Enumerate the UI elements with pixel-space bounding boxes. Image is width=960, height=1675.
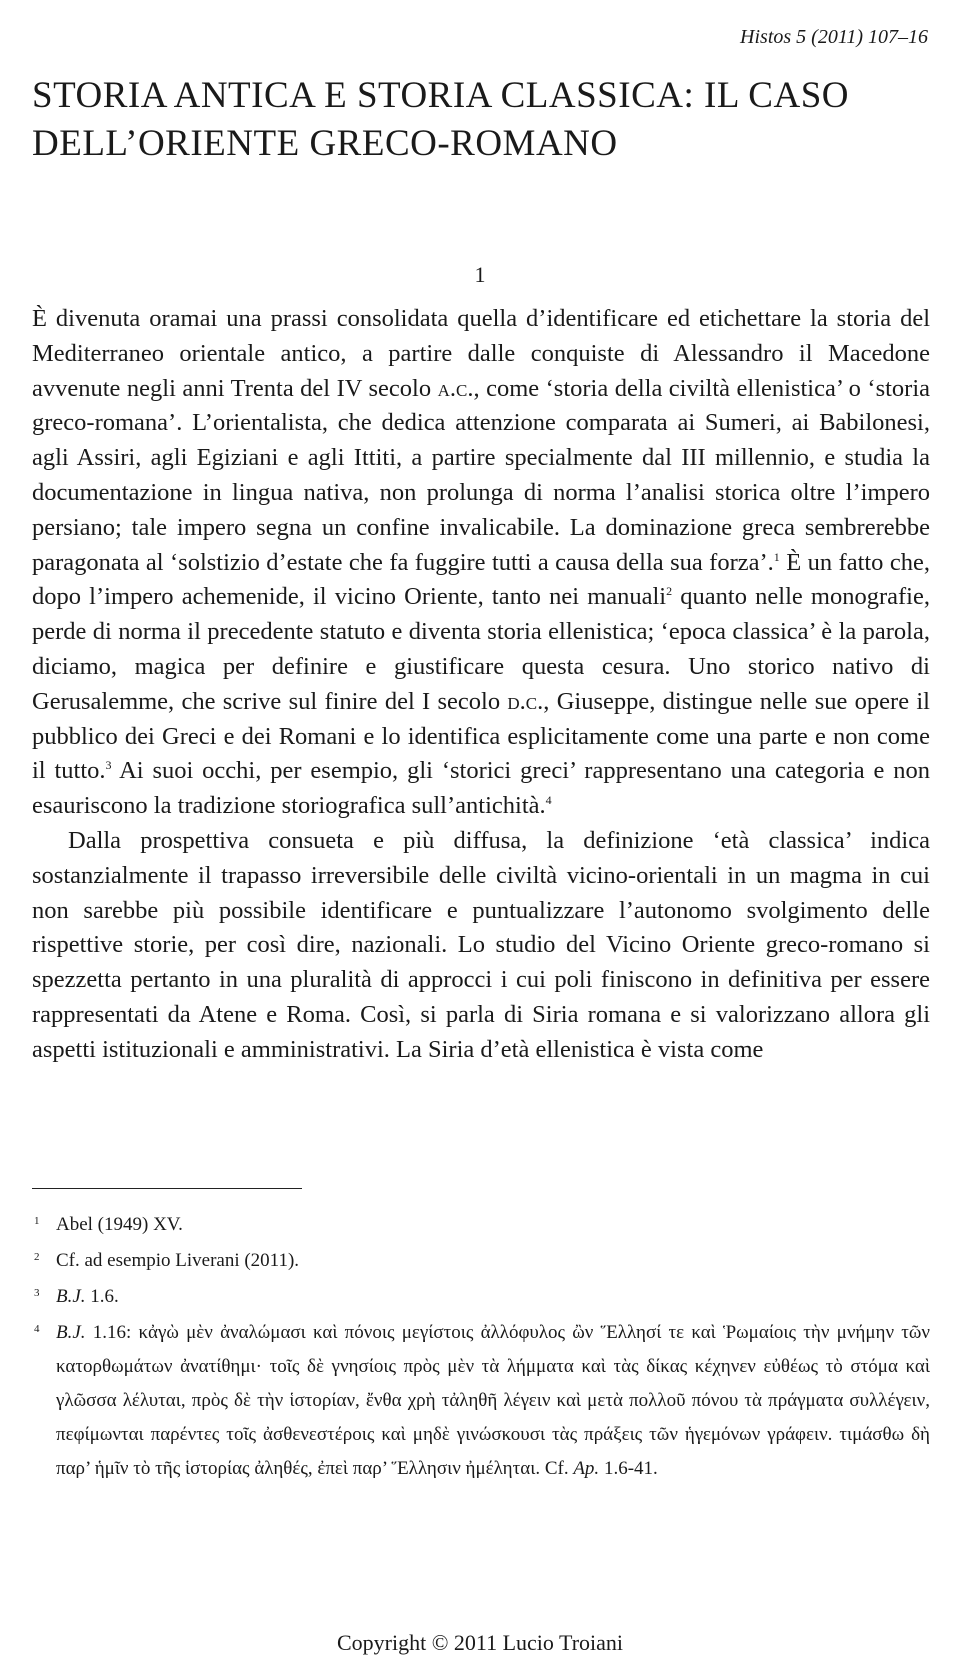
footnote-text: 1.6-41. bbox=[599, 1458, 658, 1479]
footnote-1 bbox=[32, 1208, 930, 1242]
paragraph-2: Dalla prospettiva consueta e più diffusa, la definizione ‘età classica’ indica sostanzialmente il trapasso irreversibile delle civiltà vicino-orientali in un magma in cui non sarebbe più possibile identificare e puntualizzare l’autonomo svolgimento delle rispettive storie, per così dire, nazionali. Lo studio del Vicino Oriente greco-romano si spezzetta pertanto in una pluralità di approcci i cui poli finiscono in definitiva per essere rappresentati da Atene e Roma. Così, si parla di Siria romana e si valorizzano allora gli aspetti istituzionali e amministrativi. La Siria d’età ellenistica è vista come bbox=[32, 826, 930, 1063]
footnote-divider bbox=[32, 1188, 302, 1189]
footnote-ref-3[interactable]: 3 bbox=[105, 758, 112, 773]
body-text bbox=[32, 302, 930, 1068]
footnote-source-ref: B.J. bbox=[56, 1286, 86, 1307]
footnote-4 bbox=[32, 1316, 930, 1486]
paragraph-1 bbox=[32, 302, 930, 824]
era-abbreviation: a.c. bbox=[437, 374, 474, 402]
paragraph-1-segment: , Giuseppe, distingue nelle sue opere il pubblico dei Greci e dei Romani e lo identifica esplicitamente come una parte e non come il tutto. bbox=[32, 687, 930, 785]
footnote-ref-4[interactable]: 4 bbox=[545, 793, 552, 807]
footnote-number: 1 bbox=[34, 1215, 40, 1227]
copyright-notice: Copyright © 2011 Lucio Troiani bbox=[336, 1630, 624, 1655]
footnote-source-ref: Ap. bbox=[573, 1458, 600, 1479]
section-number: 1 bbox=[474, 262, 486, 287]
footnote-3 bbox=[32, 1280, 930, 1314]
footnote-text: 1.16: κἀγὼ μὲν ἀναλώμασι καὶ πόνοις μεγίστοις ἀλλόφυλος ὢν Ἕλλησί τε καὶ Ῥωμαίοις τὴν μνήμην τῶν κατορθωμάτων ἀνατίθημι· τοῖς δὲ γνησίοις πρὸς μὲν τὰ λήμματα καὶ τὰς δίκας κέχηνεν εὐθέως τὸ στόμα καὶ γλῶσσα λέλυται, πρὸς δὲ τὴν ἱστορίαν, ἔνθα χρὴ τἀληθῆ λέγειν καὶ μετὰ πολλοῦ πόνου τὰ πράγματα συλλέγειν, πεφίμωνται παρέντες τοῖς ἀσθενεστέροις καὶ μηδὲ γινώσκουσι τὰς πράξεις τῶν ἡγεμόνων γράφειν. τιμάσθω δὴ παρ’ ἡμῖν τὸ τῆς ἱστορίας ἀληθές, ἐπεὶ παρ’ Ἕλλησιν ἠμέληται. Cf. bbox=[56, 1322, 930, 1479]
footnote-text: Cf. ad esempio Liverani (2011). bbox=[56, 1250, 300, 1271]
footnote-text: Abel (1949) XV. bbox=[56, 1214, 183, 1235]
era-abbreviation: d.c. bbox=[507, 687, 544, 715]
paragraph-1-segment: Ai suoi occhi, per esempio, gli ‘storici greci’ rappresentano una categoria e non esauriscono la tradizione storiografica sull’antichità. bbox=[32, 757, 930, 820]
running-head: Histos 5 (2011) 107–16 bbox=[740, 26, 928, 48]
paragraph-1-segment: È un fatto che, dopo l’impero achemenide, il vicino Oriente, tanto nei manuali bbox=[32, 548, 930, 611]
footnote-number: 4 bbox=[34, 1323, 40, 1335]
footnote-2 bbox=[32, 1244, 930, 1278]
footnote-source-ref: B.J. bbox=[56, 1322, 86, 1343]
paragraph-1-segment: quanto nelle monografie, perde di norma il precedente statuto e diventa storia ellenistica; ‘epoca classica’ è la parola, diciamo, magica per definire e giustificare questa cesura. Uno storico nativo di Gerusalemme, che scrive sul finire del I secolo bbox=[32, 583, 930, 715]
footnote-text: 1.6. bbox=[85, 1286, 119, 1307]
footnote-ref-2[interactable]: 2 bbox=[666, 584, 673, 599]
footnote-ref-1[interactable]: 1 bbox=[773, 549, 780, 564]
paragraph-1-segment: , come ‘storia della civiltà ellenistica’ o ‘storia greco-romana’. L’orientalista, che dedica attenzione comparata ai Sumeri, ai Babilonesi, agli Assiri, agli Egiziani e agli Ittiti, a partire specialmente dal III millennio, e studia la documentazione in lingua nativa, non prolunga di norma l’analisi storica oltre l’impero persiano; tale impero segna un confine invalicabile. La dominazione greca sembrerebbe paragonata al ‘solstizio d’estate che fa fuggire tutti a causa della sua forza’. bbox=[32, 374, 931, 576]
footnote-number: 3 bbox=[34, 1287, 40, 1299]
footnote-number: 2 bbox=[34, 1251, 40, 1263]
article-title: STORIA ANTICA E STORIA CLASSICA: IL CASO DELL’ORIENTE GRECO-ROMANO bbox=[32, 75, 849, 164]
footnotes bbox=[32, 1208, 930, 1488]
paragraph-1-segment: È divenuta oramai una prassi consolidata quella d’identificare ed etichettare la storia del Mediterraneo orientale antico, a partire dalle conquiste di Alessandro il Macedone avvenute negli anni Trenta del IV secolo bbox=[32, 305, 930, 402]
